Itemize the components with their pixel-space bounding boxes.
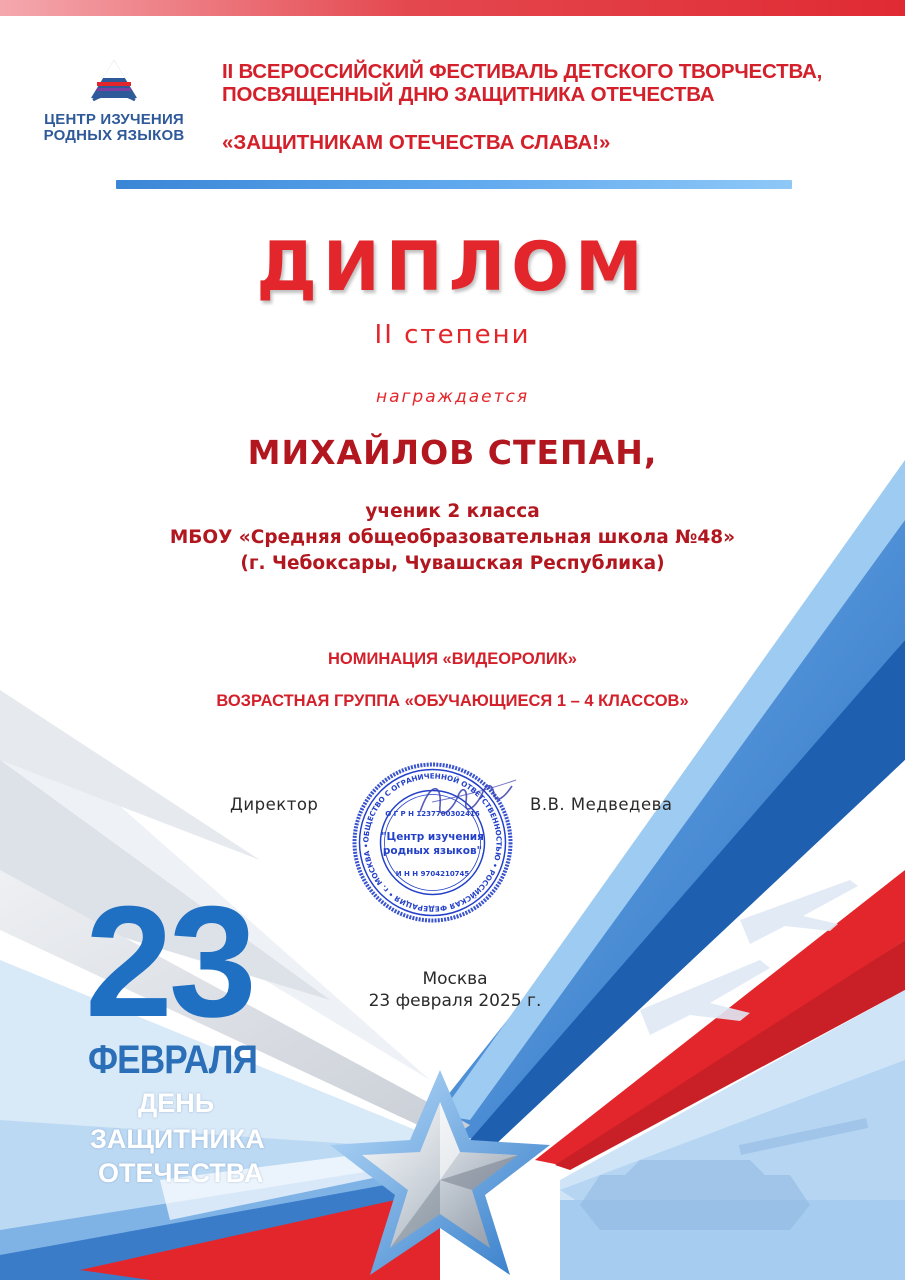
holiday-day-number: 23 <box>85 874 253 1050</box>
diploma-title: ДИПЛОМ <box>256 228 649 307</box>
holiday-line3: ОТЕЧЕСТВА <box>98 1158 264 1188</box>
age-group: ВОЗРАСТНАЯ ГРУППА «ОБУЧАЮЩИЕСЯ 1 – 4 КЛАССОВ» <box>216 692 689 710</box>
recipient-info <box>0 499 905 577</box>
logo-text-line2: РОДНЫХ ЯЗЫКОВ <box>43 127 185 144</box>
diploma-degree: II степени <box>374 320 531 350</box>
header-divider <box>116 180 792 189</box>
recipient-school: МБОУ «Средняя общеобразовательная школа №48» <box>169 527 736 548</box>
city: Москва <box>422 969 488 989</box>
awarded-label: награждается <box>375 387 530 407</box>
festival-title-line1: II ВСЕРОССИЙСКИЙ ФЕСТИВАЛЬ ДЕТСКОГО ТВОРЧЕСТВА, <box>222 60 823 83</box>
stamp-ring-text: ОБЩЕСТВО С ОГРАНИЧЕННОЙ ОТВЕТСТВЕННОСТЬЮ • РОССИЙСКАЯ ФЕДЕРАЦИЯ • г. МОСКВА • <box>361 771 504 914</box>
stamp-center-line1: "Центр изучения <box>381 831 484 843</box>
festival-slogan: «ЗАЩИТНИКАМ ОТЕЧЕСТВА СЛАВА!» <box>222 131 611 154</box>
nomination: НОМИНАЦИЯ «ВИДЕОРОЛИК» <box>328 650 577 668</box>
place-date <box>330 968 580 1012</box>
festival-title <box>222 60 882 106</box>
holiday-line1: ДЕНЬ <box>138 1088 215 1118</box>
recipient-grade: ученик 2 класса <box>365 501 540 522</box>
recipient-location: (г. Чебоксары, Чувашская Республика) <box>240 553 665 574</box>
organizer-logo <box>34 58 194 158</box>
stamp-ogrn: О Г Р Н 1237700302416 <box>385 810 480 818</box>
stamp-center-line2: родных языков" <box>382 845 483 857</box>
mountain-logo-icon <box>89 58 139 104</box>
logo-text-line1: ЦЕНТР ИЗУЧЕНИЯ <box>44 111 184 128</box>
director-signature <box>412 772 522 832</box>
stamp-inn: И Н Н 9704210745 <box>395 870 470 878</box>
recipient-name: МИХАЙЛОВ СТЕПАН, <box>247 433 658 472</box>
director-name: В.В. Медведева <box>530 795 673 814</box>
festival-title-line2: ПОСВЯЩЕННЫЙ ДНЮ ЗАЩИТНИКА ОТЕЧЕСТВА <box>222 83 715 106</box>
holiday-month: ФЕВРАЛЯ <box>88 1038 258 1082</box>
director-role: Директор <box>230 795 319 814</box>
issue-date: 23 февраля 2025 г. <box>368 991 542 1011</box>
holiday-line2: ЗАЩИТНИКА <box>90 1124 265 1154</box>
top-accent-bar <box>0 0 905 16</box>
